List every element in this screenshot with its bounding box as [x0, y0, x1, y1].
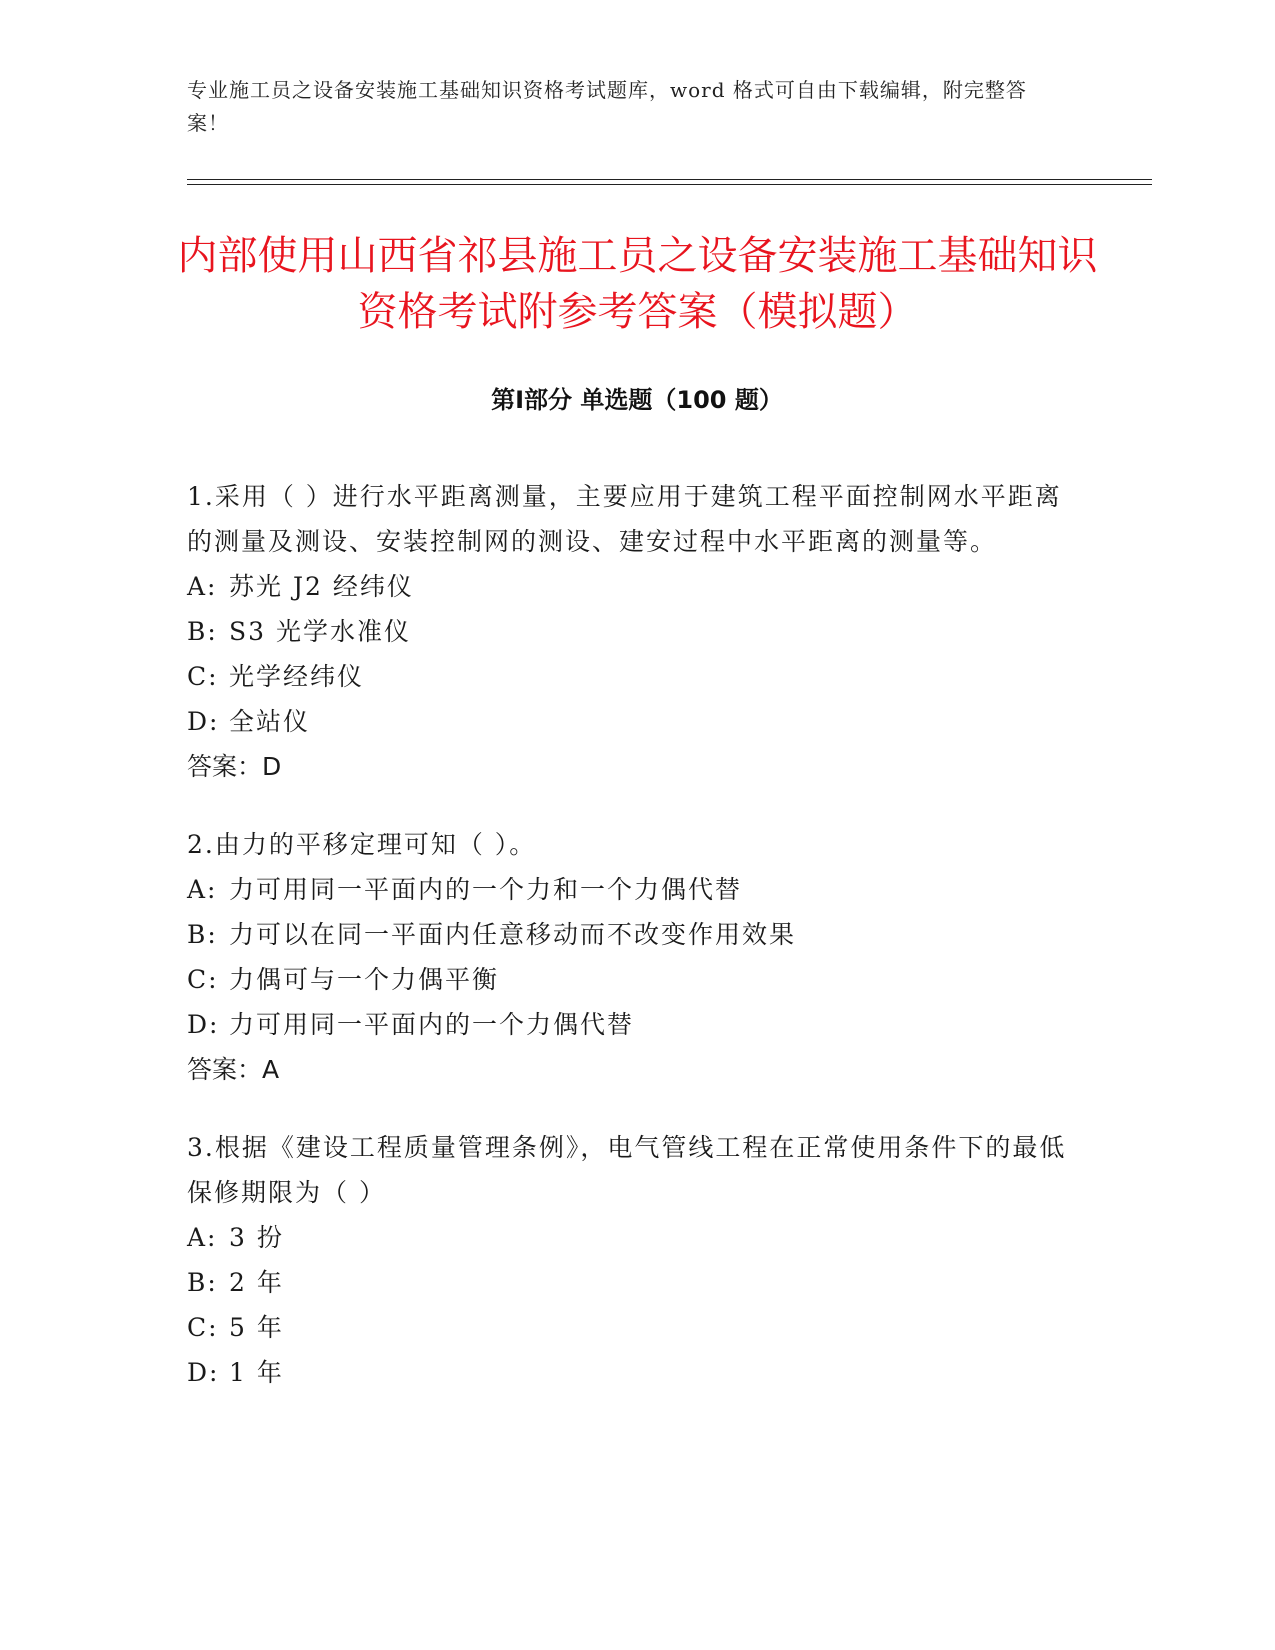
- question-3: [187, 1125, 1067, 1395]
- option-b: [187, 1260, 1067, 1305]
- question-list: [187, 474, 1067, 1428]
- option-a: [187, 1215, 1067, 1260]
- option-text: 2 年: [229, 1268, 284, 1297]
- option-text: 1 年: [229, 1358, 284, 1387]
- header-note: 专业施工员之设备安装施工基础知识资格考试题库，word 格式可自由下载编辑，附完整答案！: [187, 78, 1027, 135]
- option-text: 力可用同一平面内的一个力和一个力偶代替: [229, 875, 743, 904]
- option-text: 力可用同一平面内的一个力偶代替: [229, 1010, 635, 1039]
- option-text: 5 年: [229, 1313, 284, 1342]
- option-c: [187, 654, 1067, 699]
- answer-label: 答案：D: [187, 752, 282, 781]
- option-text: 力可以在同一平面内任意移动而不改变作用效果: [229, 920, 797, 949]
- option-letter: A:: [187, 875, 218, 904]
- option-letter: C:: [187, 1313, 219, 1342]
- option-letter: B:: [187, 1268, 218, 1297]
- option-d: [187, 1350, 1067, 1395]
- option-letter: B:: [187, 617, 218, 646]
- question-1: [187, 474, 1067, 789]
- option-text: 光学经纬仪: [229, 662, 365, 691]
- option-b: [187, 912, 1067, 957]
- option-text: 力偶可与一个力偶平衡: [229, 965, 500, 994]
- option-letter: D:: [187, 707, 220, 736]
- option-b: [187, 609, 1067, 654]
- option-text: S3 光学水准仪: [229, 617, 411, 646]
- question-text: 3.根据《建设工程质量管理条例》，电气管线工程在正常使用条件下的最低保修期限为（ ）: [187, 1133, 1067, 1207]
- option-letter: C:: [187, 662, 219, 691]
- option-letter: D:: [187, 1358, 220, 1387]
- option-d: [187, 699, 1067, 744]
- document-title: 内部使用山西省祁县施工员之设备安装施工基础知识资格考试附参考答案（模拟题）: [177, 233, 1098, 335]
- option-text: 苏光 J2 经纬仪: [229, 572, 414, 601]
- option-c: [187, 957, 1067, 1002]
- header-divider-bottom: [187, 184, 1152, 185]
- answer-label: 答案：A: [187, 1055, 280, 1084]
- option-letter: D:: [187, 1010, 220, 1039]
- option-text: 3 扮: [229, 1223, 284, 1252]
- option-letter: C:: [187, 965, 219, 994]
- option-c: [187, 1305, 1067, 1350]
- option-a: [187, 564, 1067, 609]
- question-text: 1.采用（ ）进行水平距离测量，主要应用于建筑工程平面控制网水平距离的测量及测设、安装控制网的测设、建安过程中水平距离的测量等。: [187, 482, 1062, 556]
- option-letter: A:: [187, 572, 218, 601]
- option-a: [187, 867, 1067, 912]
- question-2: [187, 822, 1067, 1092]
- option-text: 全站仪: [229, 707, 311, 736]
- header-divider-top: [187, 179, 1152, 180]
- question-text: 2.由力的平移定理可知（ ）。: [187, 830, 537, 859]
- option-letter: B:: [187, 920, 218, 949]
- option-letter: A:: [187, 1223, 218, 1252]
- option-d: [187, 1002, 1067, 1047]
- section-title: 第Ⅰ部分 单选题（100 题）: [491, 386, 783, 414]
